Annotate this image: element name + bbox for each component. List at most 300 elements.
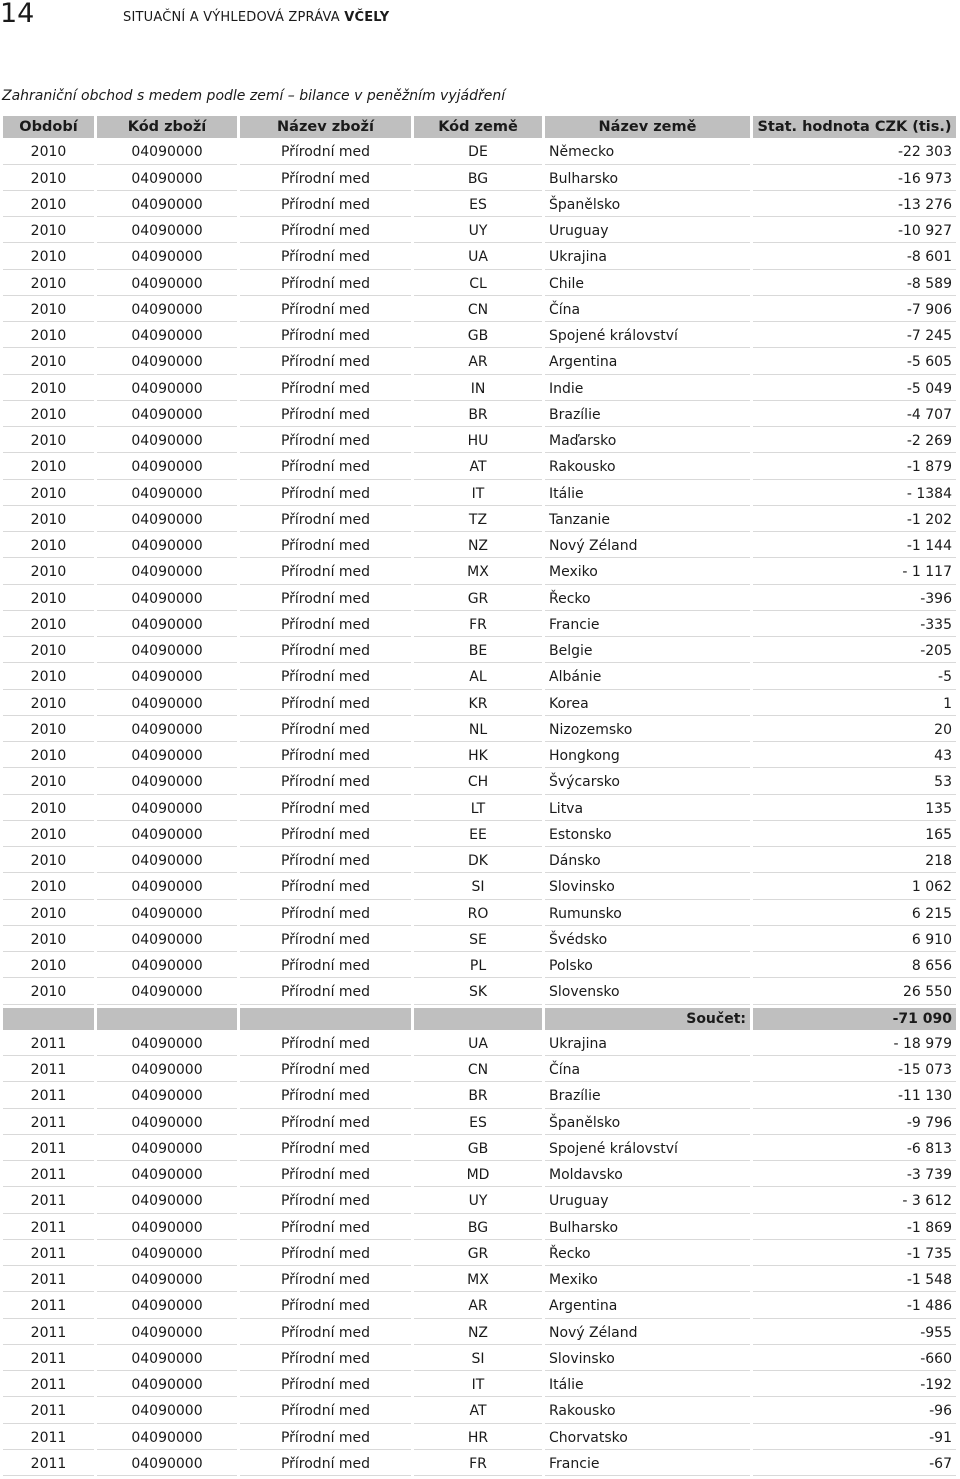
cell-value: 26 550: [753, 981, 956, 1004]
cell-country-code: NZ: [414, 535, 542, 558]
cell-country-code: GB: [414, 1138, 542, 1161]
cell-period: 2011: [3, 1453, 94, 1476]
cell-period: 2011: [3, 1059, 94, 1082]
cell-country-code: BG: [414, 1217, 542, 1240]
cell-product-code: 04090000: [97, 194, 237, 217]
cell-period: 2010: [3, 745, 94, 768]
cell-value: -2 269: [753, 430, 956, 453]
cell-product-name: Přírodní med: [240, 456, 411, 479]
cell-product-name: Přírodní med: [240, 1243, 411, 1266]
cell-period: 2011: [3, 1295, 94, 1318]
cell-product-name: Přírodní med: [240, 1138, 411, 1161]
cell-value: 165: [753, 824, 956, 847]
table-row: [3, 850, 956, 873]
cell-period: 2010: [3, 141, 94, 164]
cell-product-name: Přírodní med: [240, 1217, 411, 1240]
cell-product-code: 04090000: [97, 141, 237, 164]
table-row: [3, 1322, 956, 1345]
cell-product-code: 04090000: [97, 955, 237, 978]
cell-product-code: 04090000: [97, 771, 237, 794]
cell-product-code: 04090000: [97, 1243, 237, 1266]
cell-country-code: UY: [414, 220, 542, 243]
cell-country-code: AR: [414, 1295, 542, 1318]
table-row: [3, 929, 956, 952]
cell-product-name: Přírodní med: [240, 1427, 411, 1450]
cell-value: -955: [753, 1322, 956, 1345]
cell-period: 2010: [3, 351, 94, 374]
cell-product-name: Přírodní med: [240, 220, 411, 243]
cell-country-name: Uruguay: [545, 1190, 750, 1213]
cell-period: 2011: [3, 1400, 94, 1423]
cell-period: 2010: [3, 404, 94, 427]
cell-country-code: TZ: [414, 509, 542, 532]
cell-period: 2010: [3, 273, 94, 296]
cell-country-code: AT: [414, 1400, 542, 1423]
cell-country-name: Španělsko: [545, 194, 750, 217]
cell-product-code: 04090000: [97, 1374, 237, 1397]
cell-period: 2010: [3, 666, 94, 689]
cell-product-name: Přírodní med: [240, 1322, 411, 1345]
cell-product-name: Přírodní med: [240, 666, 411, 689]
cell-value: -8 589: [753, 273, 956, 296]
cell-country-name: Čína: [545, 299, 750, 322]
cell-product-code: 04090000: [97, 1269, 237, 1292]
cell-country-name: Slovinsko: [545, 1348, 750, 1371]
cell-country-code: UA: [414, 246, 542, 269]
cell-product-code: 04090000: [97, 246, 237, 269]
cell-product-name: Přírodní med: [240, 745, 411, 768]
sum-row: [3, 1008, 956, 1030]
cell-country-name: Švýcarsko: [545, 771, 750, 794]
cell-period: 2010: [3, 168, 94, 191]
column-header: Název zboží: [240, 116, 411, 138]
sum-empty-cell: [414, 1008, 542, 1030]
cell-value: 135: [753, 798, 956, 821]
table-header-row: [3, 116, 956, 138]
cell-product-name: Přírodní med: [240, 483, 411, 506]
cell-period: 2010: [3, 693, 94, 716]
cell-product-name: Přírodní med: [240, 194, 411, 217]
cell-value: - 18 979: [753, 1033, 956, 1056]
cell-period: 2011: [3, 1348, 94, 1371]
table-row: [3, 378, 956, 401]
cell-country-code: BR: [414, 404, 542, 427]
cell-product-name: Přírodní med: [240, 1112, 411, 1135]
cell-product-code: 04090000: [97, 561, 237, 584]
cell-country-name: Brazílie: [545, 404, 750, 427]
cell-country-name: Řecko: [545, 1243, 750, 1266]
cell-product-code: 04090000: [97, 588, 237, 611]
cell-value: 6 215: [753, 903, 956, 926]
cell-period: 2011: [3, 1427, 94, 1450]
table-row: [3, 693, 956, 716]
cell-value: -9 796: [753, 1112, 956, 1135]
cell-country-code: HK: [414, 745, 542, 768]
cell-period: 2010: [3, 588, 94, 611]
table-row: [3, 1190, 956, 1213]
cell-country-code: CN: [414, 299, 542, 322]
cell-country-name: Bulharsko: [545, 1217, 750, 1240]
cell-value: -13 276: [753, 194, 956, 217]
cell-country-code: DE: [414, 141, 542, 164]
cell-country-code: MX: [414, 1269, 542, 1292]
cell-product-name: Přírodní med: [240, 1059, 411, 1082]
cell-period: 2010: [3, 876, 94, 899]
cell-value: -5 605: [753, 351, 956, 374]
cell-product-name: Přírodní med: [240, 351, 411, 374]
cell-country-name: Nový Zéland: [545, 1322, 750, 1345]
cell-country-name: Dánsko: [545, 850, 750, 873]
cell-value: -205: [753, 640, 956, 663]
cell-country-code: ES: [414, 1112, 542, 1135]
cell-period: 2011: [3, 1112, 94, 1135]
cell-product-name: Přírodní med: [240, 614, 411, 637]
cell-country-name: Slovinsko: [545, 876, 750, 899]
cell-value: 43: [753, 745, 956, 768]
cell-country-name: Hongkong: [545, 745, 750, 768]
sum-empty-cell: [240, 1008, 411, 1030]
cell-product-code: 04090000: [97, 325, 237, 348]
table-row: [3, 1112, 956, 1135]
cell-product-code: 04090000: [97, 666, 237, 689]
table-row: [3, 220, 956, 243]
table-row: [3, 141, 956, 164]
cell-country-code: BE: [414, 640, 542, 663]
cell-value: - 3 612: [753, 1190, 956, 1213]
cell-value: 6 910: [753, 929, 956, 952]
cell-country-code: DK: [414, 850, 542, 873]
cell-country-name: Uruguay: [545, 220, 750, 243]
cell-country-code: IT: [414, 483, 542, 506]
cell-period: 2010: [3, 430, 94, 453]
cell-value: -1 486: [753, 1295, 956, 1318]
cell-value: -1 144: [753, 535, 956, 558]
cell-value: -335: [753, 614, 956, 637]
cell-country-name: Čína: [545, 1059, 750, 1082]
cell-product-code: 04090000: [97, 903, 237, 926]
column-header: Stat. hodnota CZK (tis.): [753, 116, 956, 138]
cell-product-name: Přírodní med: [240, 325, 411, 348]
cell-product-code: 04090000: [97, 1322, 237, 1345]
sum-value: -71 090: [753, 1008, 956, 1030]
cell-product-code: 04090000: [97, 1112, 237, 1135]
cell-country-code: HU: [414, 430, 542, 453]
table-row: [3, 1033, 956, 1056]
cell-product-code: 04090000: [97, 1085, 237, 1108]
cell-country-code: IN: [414, 378, 542, 401]
cell-country-code: AR: [414, 351, 542, 374]
cell-value: -7 906: [753, 299, 956, 322]
cell-value: -67: [753, 1453, 956, 1476]
cell-product-code: 04090000: [97, 509, 237, 532]
table-row: [3, 1243, 956, 1266]
cell-country-name: Litva: [545, 798, 750, 821]
cell-value: -3 739: [753, 1164, 956, 1187]
cell-country-code: MD: [414, 1164, 542, 1187]
cell-country-code: IT: [414, 1374, 542, 1397]
cell-country-code: HR: [414, 1427, 542, 1450]
cell-period: 2010: [3, 640, 94, 663]
table-row: [3, 666, 956, 689]
cell-country-name: Ukrajina: [545, 1033, 750, 1056]
cell-value: - 1384: [753, 483, 956, 506]
cell-product-code: 04090000: [97, 404, 237, 427]
table-row: [3, 1427, 956, 1450]
cell-period: 2010: [3, 220, 94, 243]
cell-period: 2010: [3, 981, 94, 1004]
cell-product-name: Přírodní med: [240, 1295, 411, 1318]
cell-period: 2011: [3, 1322, 94, 1345]
cell-product-name: Přírodní med: [240, 168, 411, 191]
rows-2011: [3, 1033, 956, 1476]
cell-product-name: Přírodní med: [240, 719, 411, 742]
cell-product-name: Přírodní med: [240, 378, 411, 401]
cell-product-code: 04090000: [97, 430, 237, 453]
table-row: [3, 1400, 956, 1423]
cell-product-code: 04090000: [97, 168, 237, 191]
cell-period: 2011: [3, 1085, 94, 1108]
cell-product-code: 04090000: [97, 378, 237, 401]
running-title-prefix: SITUAČNÍ A VÝHLEDOVÁ ZPRÁVA: [123, 10, 340, 25]
table-row: [3, 1085, 956, 1108]
cell-country-code: GR: [414, 588, 542, 611]
table-row: [3, 981, 956, 1004]
running-title: [123, 10, 389, 25]
cell-country-name: Řecko: [545, 588, 750, 611]
cell-period: 2010: [3, 509, 94, 532]
cell-period: 2010: [3, 561, 94, 584]
cell-value: 218: [753, 850, 956, 873]
table-row: [3, 561, 956, 584]
cell-product-name: Přírodní med: [240, 509, 411, 532]
table-row: [3, 404, 956, 427]
table-row: [3, 719, 956, 742]
sum-empty-cell: [3, 1008, 94, 1030]
cell-value: -7 245: [753, 325, 956, 348]
table-row: [3, 194, 956, 217]
cell-value: -1 879: [753, 456, 956, 479]
cell-country-name: Rakousko: [545, 456, 750, 479]
cell-value: 1: [753, 693, 956, 716]
cell-period: 2011: [3, 1269, 94, 1292]
cell-value: -660: [753, 1348, 956, 1371]
cell-country-code: BR: [414, 1085, 542, 1108]
running-title-bold: VČELY: [344, 10, 390, 25]
rows-2010: [3, 141, 956, 1004]
cell-product-name: Přírodní med: [240, 535, 411, 558]
cell-period: 2011: [3, 1190, 94, 1213]
cell-country-name: Mexiko: [545, 1269, 750, 1292]
cell-period: 2010: [3, 798, 94, 821]
cell-product-code: 04090000: [97, 719, 237, 742]
table-row: [3, 351, 956, 374]
cell-value: -192: [753, 1374, 956, 1397]
page-number: 14: [0, 0, 35, 29]
cell-country-name: Moldavsko: [545, 1164, 750, 1187]
cell-product-name: Přírodní med: [240, 141, 411, 164]
cell-value: -8 601: [753, 246, 956, 269]
cell-period: 2010: [3, 929, 94, 952]
cell-product-name: Přírodní med: [240, 850, 411, 873]
cell-period: 2011: [3, 1374, 94, 1397]
cell-value: -11 130: [753, 1085, 956, 1108]
cell-country-name: Spojené království: [545, 325, 750, 348]
table-row: [3, 1453, 956, 1476]
table-row: [3, 456, 956, 479]
cell-period: 2010: [3, 483, 94, 506]
cell-product-code: 04090000: [97, 1295, 237, 1318]
cell-period: 2010: [3, 824, 94, 847]
cell-country-name: Švédsko: [545, 929, 750, 952]
cell-country-code: ES: [414, 194, 542, 217]
cell-product-code: 04090000: [97, 981, 237, 1004]
cell-period: 2011: [3, 1217, 94, 1240]
cell-country-code: RO: [414, 903, 542, 926]
cell-country-code: FR: [414, 614, 542, 637]
cell-value: -5 049: [753, 378, 956, 401]
cell-product-code: 04090000: [97, 483, 237, 506]
cell-country-code: CH: [414, 771, 542, 794]
cell-period: 2011: [3, 1033, 94, 1056]
table-row: [3, 745, 956, 768]
cell-product-name: Přírodní med: [240, 1190, 411, 1213]
cell-product-name: Přírodní med: [240, 1033, 411, 1056]
cell-country-code: BG: [414, 168, 542, 191]
cell-country-code: MX: [414, 561, 542, 584]
cell-product-code: 04090000: [97, 929, 237, 952]
cell-value: - 1 117: [753, 561, 956, 584]
cell-period: 2010: [3, 719, 94, 742]
cell-product-name: Přírodní med: [240, 273, 411, 296]
cell-country-name: Španělsko: [545, 1112, 750, 1135]
cell-period: 2010: [3, 194, 94, 217]
cell-product-name: Přírodní med: [240, 430, 411, 453]
cell-product-code: 04090000: [97, 273, 237, 296]
cell-country-name: Maďarsko: [545, 430, 750, 453]
table-row: [3, 273, 956, 296]
cell-product-code: 04090000: [97, 1164, 237, 1187]
cell-product-code: 04090000: [97, 456, 237, 479]
cell-country-name: Slovensko: [545, 981, 750, 1004]
cell-country-code: LT: [414, 798, 542, 821]
cell-product-code: 04090000: [97, 1217, 237, 1240]
table-row: [3, 1348, 956, 1371]
cell-period: 2010: [3, 903, 94, 926]
column-header: Kód země: [414, 116, 542, 138]
table-row: [3, 1138, 956, 1161]
cell-value: -1 735: [753, 1243, 956, 1266]
cell-product-name: Přírodní med: [240, 798, 411, 821]
cell-product-name: Přírodní med: [240, 1269, 411, 1292]
cell-value: -6 813: [753, 1138, 956, 1161]
table-row: [3, 1374, 956, 1397]
trade-balance-table: [0, 113, 959, 1479]
cell-product-code: 04090000: [97, 693, 237, 716]
cell-period: 2010: [3, 246, 94, 269]
cell-period: 2010: [3, 378, 94, 401]
table-row: [3, 246, 956, 269]
sum-section: [3, 1008, 956, 1030]
cell-value: 1 062: [753, 876, 956, 899]
cell-country-name: Chile: [545, 273, 750, 296]
cell-country-code: EE: [414, 824, 542, 847]
cell-product-name: Přírodní med: [240, 955, 411, 978]
cell-country-code: AL: [414, 666, 542, 689]
column-header: Kód zboží: [97, 116, 237, 138]
cell-product-name: Přírodní med: [240, 1400, 411, 1423]
cell-product-name: Přírodní med: [240, 876, 411, 899]
cell-value: -4 707: [753, 404, 956, 427]
cell-country-code: KR: [414, 693, 542, 716]
cell-period: 2011: [3, 1164, 94, 1187]
cell-country-code: AT: [414, 456, 542, 479]
cell-country-name: Francie: [545, 614, 750, 637]
cell-country-code: NZ: [414, 1322, 542, 1345]
table-row: [3, 168, 956, 191]
cell-product-code: 04090000: [97, 1453, 237, 1476]
cell-value: 53: [753, 771, 956, 794]
cell-period: 2011: [3, 1243, 94, 1266]
cell-country-name: Nizozemsko: [545, 719, 750, 742]
cell-product-name: Přírodní med: [240, 299, 411, 322]
cell-period: 2010: [3, 456, 94, 479]
cell-period: 2011: [3, 1138, 94, 1161]
cell-country-name: Chorvatsko: [545, 1427, 750, 1450]
cell-product-name: Přírodní med: [240, 824, 411, 847]
table-row: [3, 798, 956, 821]
cell-country-name: Ukrajina: [545, 246, 750, 269]
cell-product-name: Přírodní med: [240, 404, 411, 427]
cell-country-name: Estonsko: [545, 824, 750, 847]
cell-country-code: CL: [414, 273, 542, 296]
table-row: [3, 640, 956, 663]
cell-country-name: Francie: [545, 1453, 750, 1476]
cell-product-code: 04090000: [97, 876, 237, 899]
cell-product-name: Přírodní med: [240, 981, 411, 1004]
cell-value: -22 303: [753, 141, 956, 164]
cell-product-code: 04090000: [97, 824, 237, 847]
cell-value: -16 973: [753, 168, 956, 191]
cell-country-name: Spojené království: [545, 1138, 750, 1161]
table-row: [3, 1217, 956, 1240]
cell-country-name: Polsko: [545, 955, 750, 978]
cell-country-name: Itálie: [545, 483, 750, 506]
cell-period: 2010: [3, 614, 94, 637]
cell-product-code: 04090000: [97, 745, 237, 768]
table-row: [3, 824, 956, 847]
cell-period: 2010: [3, 299, 94, 322]
cell-country-code: GB: [414, 325, 542, 348]
cell-product-name: Přírodní med: [240, 588, 411, 611]
cell-country-name: Nový Zéland: [545, 535, 750, 558]
cell-country-code: GR: [414, 1243, 542, 1266]
cell-value: -5: [753, 666, 956, 689]
cell-country-name: Albánie: [545, 666, 750, 689]
cell-product-name: Přírodní med: [240, 1374, 411, 1397]
column-header: Název země: [545, 116, 750, 138]
table-row: [3, 614, 956, 637]
cell-value: -1 202: [753, 509, 956, 532]
table-row: [3, 325, 956, 348]
table-row: [3, 588, 956, 611]
cell-country-code: SK: [414, 981, 542, 1004]
cell-product-code: 04090000: [97, 299, 237, 322]
cell-value: 8 656: [753, 955, 956, 978]
cell-country-code: FR: [414, 1453, 542, 1476]
cell-product-name: Přírodní med: [240, 1453, 411, 1476]
cell-value: -15 073: [753, 1059, 956, 1082]
cell-value: -10 927: [753, 220, 956, 243]
